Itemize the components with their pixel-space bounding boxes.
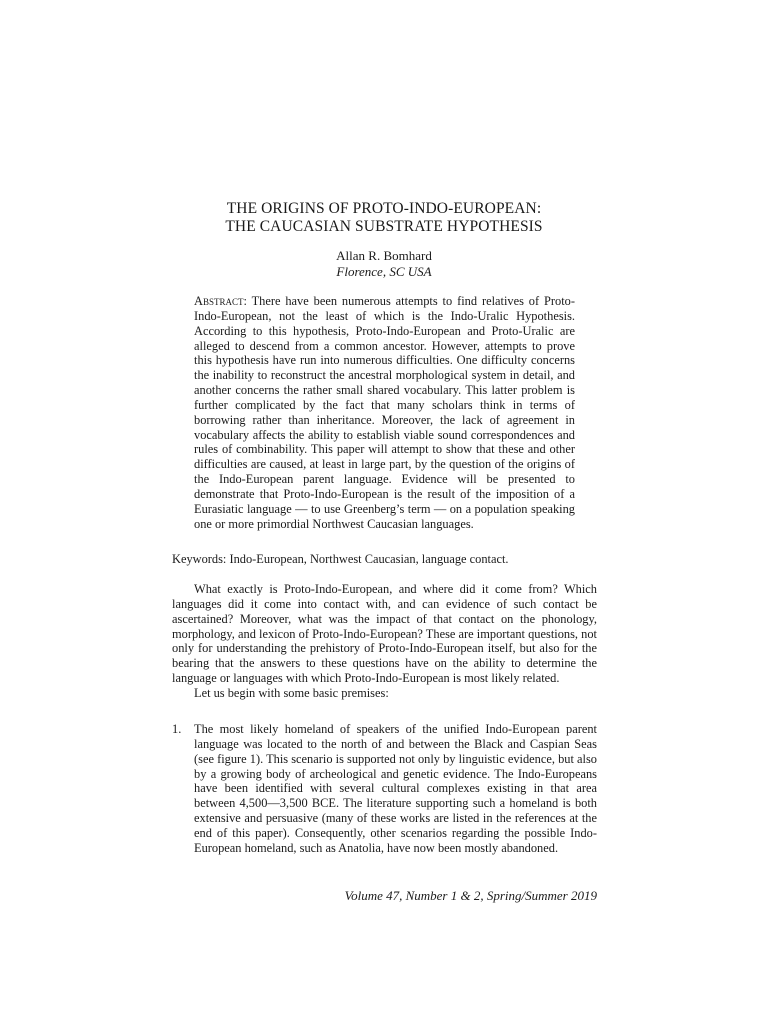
body-text bbox=[172, 582, 597, 701]
author-name: Allan R. Bomhard bbox=[336, 248, 432, 263]
title-line-1: THE ORIGINS OF PROTO-INDO-EUROPEAN: bbox=[226, 200, 542, 217]
author-block bbox=[0, 248, 768, 280]
premises-intro: Let us begin with some basic premises: bbox=[194, 685, 389, 700]
article-title bbox=[0, 200, 768, 236]
abstract-label: Abstract: bbox=[194, 294, 247, 308]
keywords: Keywords: Indo-European, Northwest Caucasian, language contact. bbox=[172, 552, 509, 566]
abstract-text: There have been numerous attempts to find relatives of Proto-Indo-European, not the least of which is the Indo-Uralic Hypothesis. According to this hypothesis, Proto-Indo-European and Proto-Uralic are alleged to descend from a common ancestor. However, attempts to prove this hypothesis have run into numerous difficulties. One difficulty concerns the inability to reconstruct the ancestral morphological system in detail, and another concerns the rather small shared vocabulary. This latter problem is further complicated by the fact that many scholars think in terms of borrowing rather than inheritance. Moreover, the lack of agreement in vocabulary affects the ability to establish viable sound correspondences and rules of combinability. This paper will attempt to show that these and other difficulties are caused, at least in large part, by the question of the origins of the Indo-European parent language. Evidence will be presented to demonstrate that Proto-Indo-European is the result of the imposition of a Eurasiatic language — to use Greenberg’s term — on a population speaking one or more primordial Northwest Caucasian languages. bbox=[194, 294, 575, 531]
author-affiliation: Florence, SC USA bbox=[336, 264, 432, 279]
title-line-2: THE CAUCASIAN SUBSTRATE HYPOTHESIS bbox=[225, 218, 543, 235]
intro-paragraph: What exactly is Proto-Indo-European, and where did it come from? Which languages did it come into contact with, and can evidence of such contact be ascertained? Moreover, what was the impact of that contact on the phonology, morphology, and lexicon of Proto-Indo-European? These are important questions, not only for understanding the prehistory of Proto-Indo-European itself, but also for the bearing that the answers to these questions have on the ability to determine the language or languages with which Proto-Indo-European is most likely related. bbox=[172, 582, 597, 686]
abstract bbox=[194, 294, 575, 532]
journal-footer: Volume 47, Number 1 & 2, Spring/Summer 2019 bbox=[344, 888, 597, 903]
premise-number: 1. bbox=[172, 722, 182, 736]
premise-item bbox=[172, 722, 597, 856]
premise-text: The most likely homeland of speakers of the unified Indo-European parent language was located to the north of and between the Black and Caspian Seas (see figure 1). This scenario is supported not only by linguistic evidence, but also by a growing body of archeological and genetic evidence. The Indo-Europeans have been identified with several cultural complexes existing in that area between 4,500—3,500 BCE. The literature supporting such a homeland is both extensive and persuasive (many of these works are listed in the references at the end of this paper). Consequently, other scenarios regarding the possible Indo-European homeland, such as Anatolia, have now been mostly abandoned. bbox=[194, 722, 597, 855]
